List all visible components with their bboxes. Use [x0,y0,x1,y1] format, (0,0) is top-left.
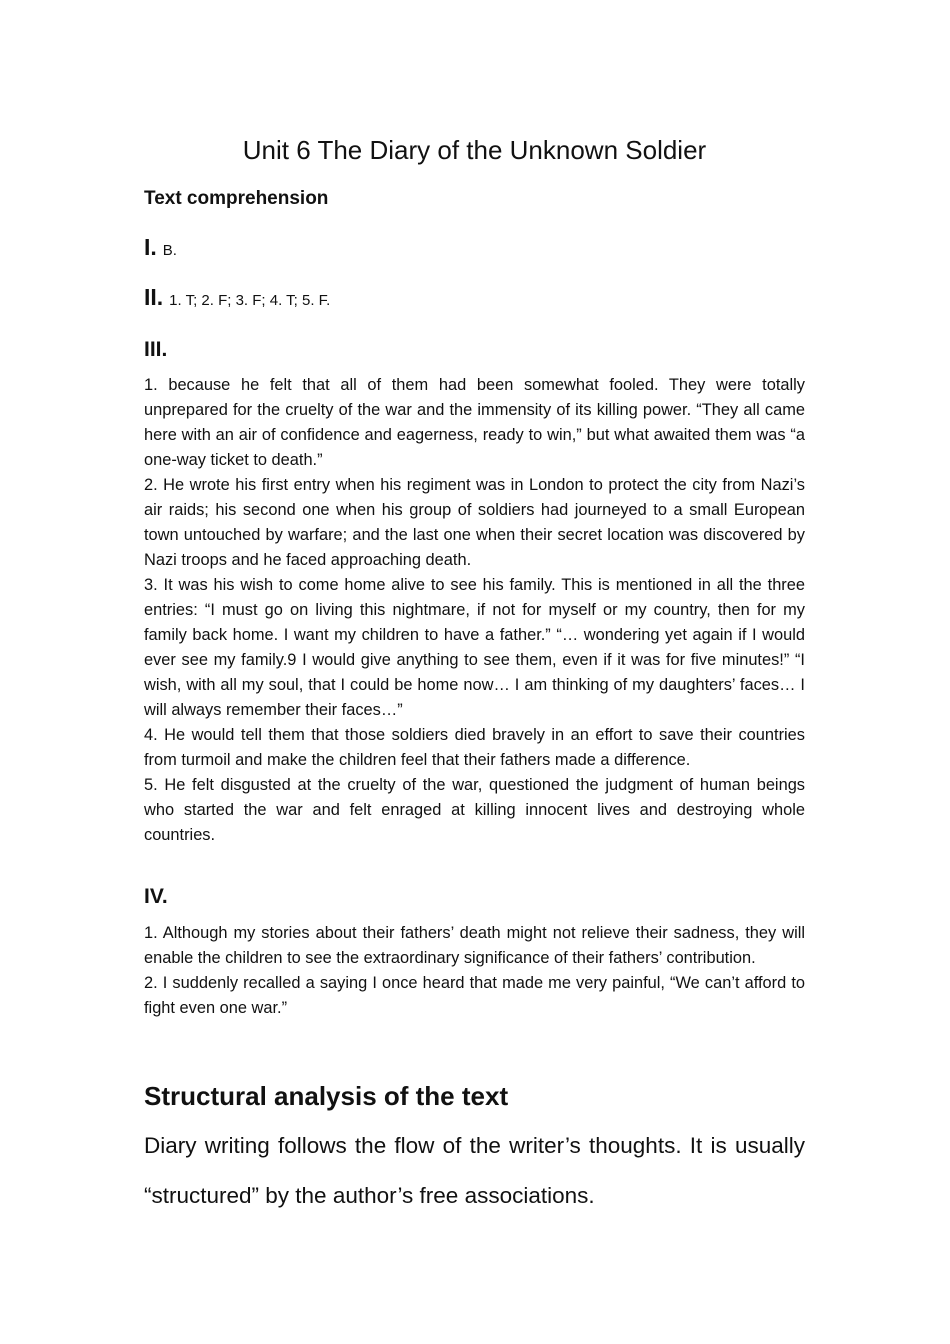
section-heading-text-comprehension: Text comprehension [144,188,329,209]
page-title: Unit 6 The Diary of the Unknown Soldier [242,135,707,165]
part-2-label: II. [144,284,164,310]
part-3-item-2: 2. He wrote his first entry when his regiment was in London to protect the city from Nazi’s air raids; his second one when his group of soldiers had journeyed to a small European town untouched by warfare; and the last one when their secret location was discovered by Nazi troops and he faced approaching death. [144,476,805,569]
part-4-label: IV. [144,885,168,908]
part-3-item-4: 4. He would tell them that those soldiers died bravely in an effort to save their countries from turmoil and make the children feel that their fathers made a difference. [144,726,805,769]
part-3-label: III. [144,338,168,361]
part-4-item-2: 2. I suddenly recalled a saying I once heard that made me very painful, “We can’t afford to fight even one war.” [144,974,805,1017]
part-2-answer-text: 1. T; 2. F; 3. F; 4. T; 5. F. [169,292,331,309]
part-4-answer-list [144,921,805,1021]
part-1-answer [144,234,177,261]
part-2-answer [144,284,330,311]
part-1-answer-text: B. [162,242,177,259]
part-3-item-3: 3. It was his wish to come home alive to see his family. This is mentioned in all the three entries: “I must go on living this nightmare, if not for myself or my country, then for my family back home. I want my children to have a father.” “… wondering yet again if I would ever see my family.9 I would give anything to see them, even if it was for five minutes!” “I wish, with all my soul, that I could be home now… I am thinking of my daughters’ faces… I will always remember their faces…” [144,576,805,719]
part-3-item-5: 5. He felt disgusted at the cruelty of the war, questioned the judgment of human beings who started the war and felt enraged at killing innocent lives and destroying whole countries. [144,776,805,844]
part-3-item-1: 1. because he felt that all of them had been somewhat fooled. They were totally unprepared for the cruelty of the war and the immensity of its killing power. “They all came here with an air of confidence and eagerness, ready to win,” but what awaited them was “a one-way ticket to death.” [144,376,805,469]
structural-analysis-paragraph: Diary writing follows the flow of the writer’s thoughts. It is usually “structured” by the author’s free associations. [144,1133,805,1208]
part-1-label: I. [144,234,157,260]
part-3-answer-list [144,373,805,848]
structural-analysis-heading: Structural analysis of the text [144,1081,509,1111]
part-4-item-1: 1. Although my stories about their fathers’ death might not relieve their sadness, they will enable the children to see the extraordinary significance of their fathers’ contribution. [144,924,805,967]
